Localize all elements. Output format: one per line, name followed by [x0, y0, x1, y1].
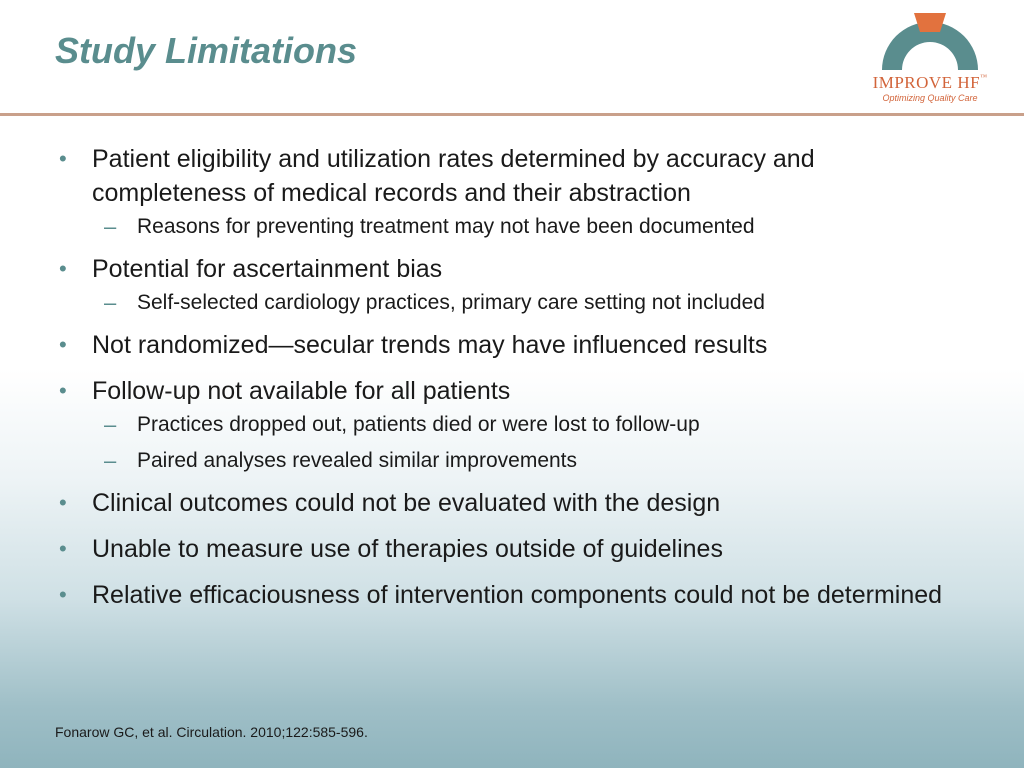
sub-bullet-group	[55, 410, 955, 476]
improve-hf-logo	[860, 10, 1000, 110]
title-divider	[0, 113, 1024, 116]
sub-bullet-group	[55, 288, 955, 318]
bullet-text: Not randomized—secular trends may have influenced results	[92, 331, 768, 359]
bullet-item	[55, 142, 955, 210]
logo-arch-icon	[860, 10, 1000, 74]
logo-wordmark: IMPROVE HF™	[872, 73, 988, 92]
sub-bullet-item	[55, 212, 955, 242]
citation-footer: Fonarow GC, et al. Circulation. 2010;122:585-596.	[55, 724, 368, 740]
bullet-marker: •	[59, 146, 67, 171]
sub-bullet-marker: –	[104, 214, 117, 239]
sub-bullet-text: Reasons for preventing treatment may not have been documented	[137, 215, 755, 238]
bullet-text: Follow-up not available for all patients	[92, 377, 511, 405]
bullet-marker: •	[59, 332, 67, 357]
sub-bullet-marker: –	[104, 412, 117, 437]
bullet-marker: •	[59, 378, 67, 403]
bullet-text: Clinical outcomes could not be evaluated with the design	[92, 489, 721, 517]
bullet-item	[55, 486, 955, 520]
sub-bullet-item	[55, 410, 955, 440]
bullet-text: Patient eligibility and utilization rates determined by accuracy and completeness of medical records and their abstraction	[92, 145, 815, 207]
sub-bullet-text: Self-selected cardiology practices, primary care setting not included	[137, 291, 765, 314]
bullet-marker: •	[59, 536, 67, 561]
sub-bullet-item	[55, 288, 955, 318]
bullet-marker: •	[59, 582, 67, 607]
bullet-text: Unable to measure use of therapies outside of guidelines	[92, 535, 723, 563]
sub-bullet-marker: –	[104, 448, 117, 473]
sub-bullet-group	[55, 212, 955, 242]
bullet-item	[55, 252, 955, 286]
sub-bullet-text: Paired analyses revealed similar improvements	[137, 449, 578, 472]
bullet-list	[55, 142, 955, 624]
bullet-text: Potential for ascertainment bias	[92, 255, 443, 283]
bullet-item	[55, 532, 955, 566]
bullet-text: Relative efficaciousness of intervention components could not be determined	[92, 581, 943, 609]
bullet-marker: •	[59, 490, 67, 515]
slide-title: Study Limitations	[55, 30, 358, 71]
bullet-item	[55, 328, 955, 362]
bullet-marker: •	[59, 256, 67, 281]
logo-tagline: Optimizing Quality Care	[882, 93, 978, 103]
bullet-item	[55, 578, 955, 612]
sub-bullet-item	[55, 446, 955, 476]
sub-bullet-text: Practices dropped out, patients died or were lost to follow-up	[137, 413, 700, 436]
bullet-item	[55, 374, 955, 408]
sub-bullet-marker: –	[104, 290, 117, 315]
